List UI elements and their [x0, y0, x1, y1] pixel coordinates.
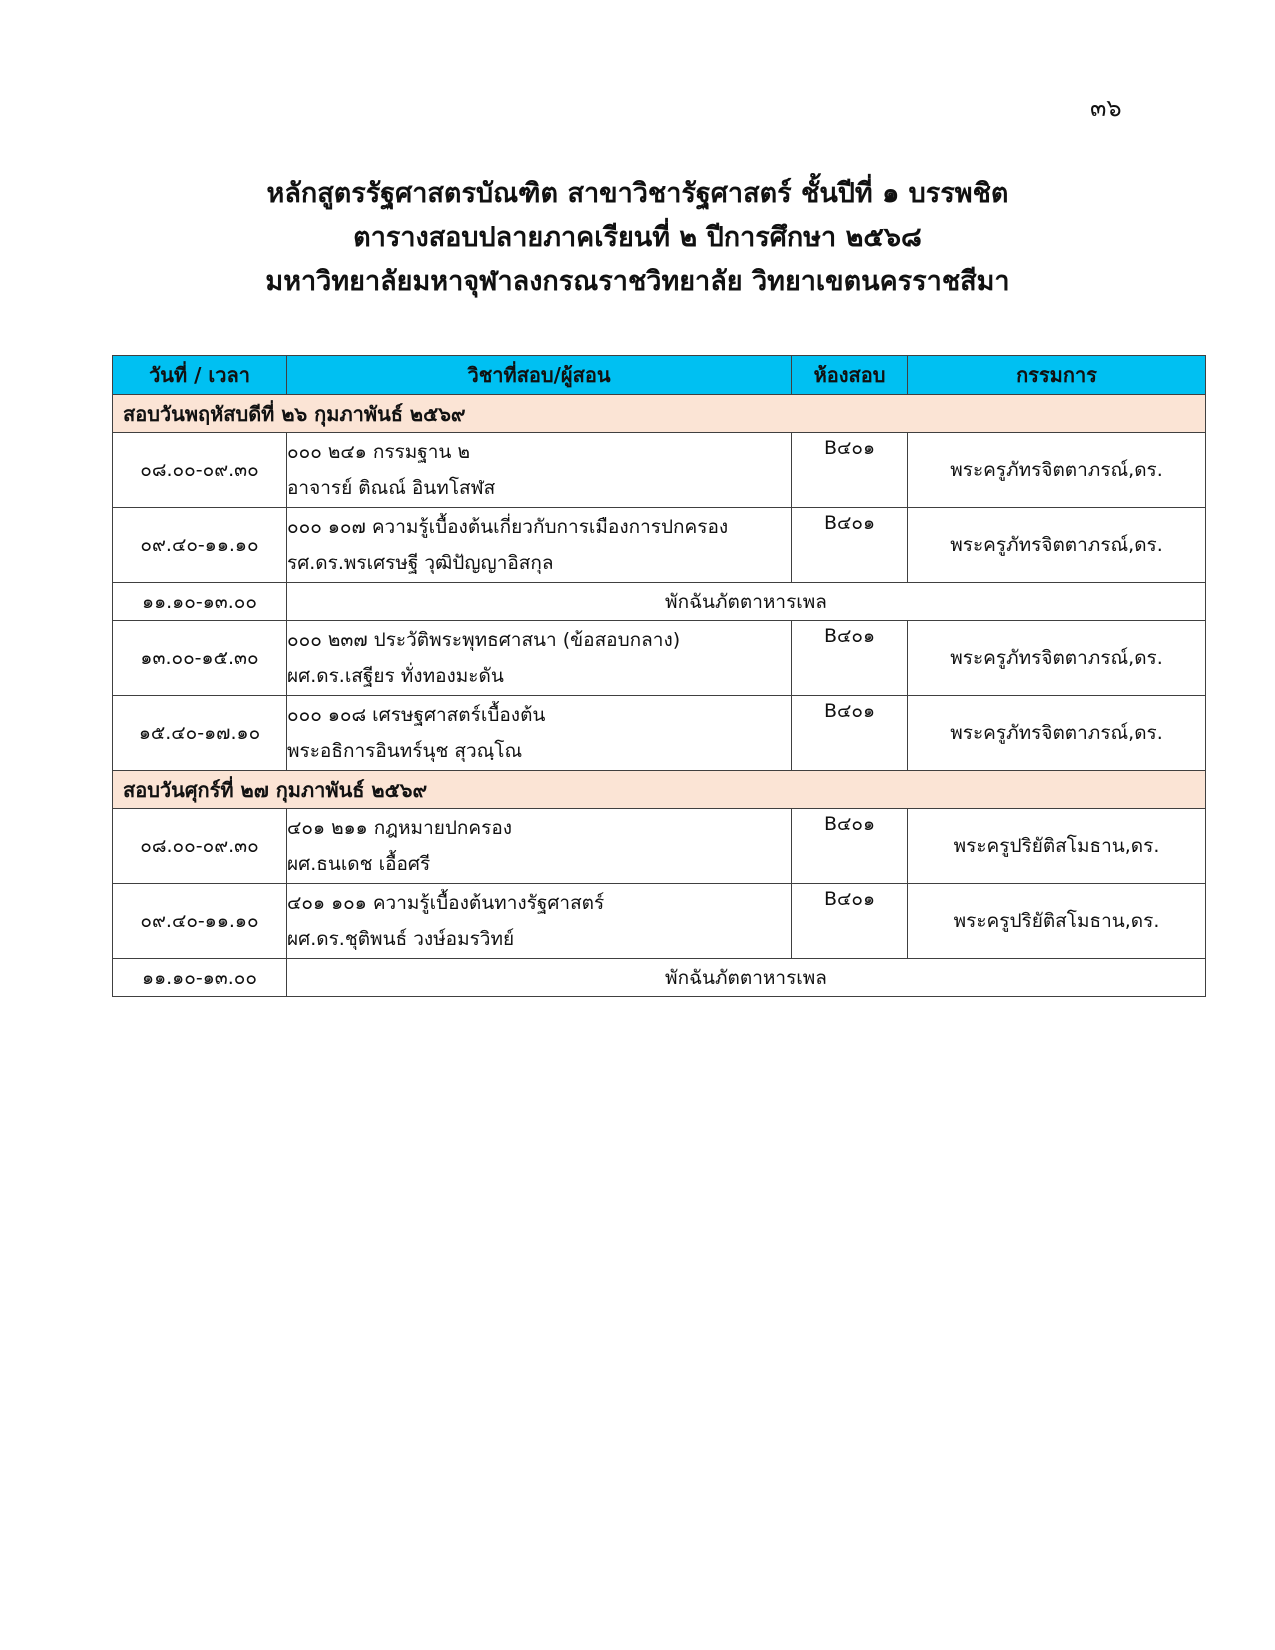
- exam-time: ๑๕.๔๐-๑๗.๑๐: [113, 696, 287, 771]
- break-row: [113, 583, 1206, 621]
- committee-name: พระครูภัทรจิตตาภรณ์,ดร.: [908, 621, 1206, 696]
- exam-time: ๐๘.๐๐-๐๙.๓๐: [113, 433, 287, 508]
- break-label: พักฉันภัตตาหารเพล: [287, 959, 1206, 997]
- header-date-time: วันที่ / เวลา: [113, 356, 287, 395]
- teacher-name: รศ.ดร.พรเศรษฐี วุฒิปัญญาอิสกุล: [287, 552, 554, 574]
- course-cell: [287, 621, 792, 696]
- committee-name: พระครูภัทรจิตตาภรณ์,ดร.: [908, 508, 1206, 583]
- document-title: [0, 172, 1275, 304]
- table-header-row: [113, 356, 1206, 395]
- page-number: ๓๖: [1090, 94, 1122, 122]
- exam-time: ๐๘.๐๐-๐๙.๓๐: [113, 809, 287, 884]
- course-cell: [287, 884, 792, 959]
- day-row: [113, 395, 1206, 433]
- table-row: [113, 621, 1206, 696]
- table-row: [113, 508, 1206, 583]
- title-line-university: มหาวิทยาลัยมหาจุฬาลงกรณราชวิทยาลัย วิทยาเขตนครราชสีมา: [265, 266, 1010, 297]
- course-cell: [287, 696, 792, 771]
- teacher-name: ผศ.ดร.เสฐียร ทั่งทองมะดัน: [287, 665, 504, 687]
- title-line-program: หลักสูตรรัฐศาสตรบัณฑิต สาขาวิชารัฐศาสตร์ ชั้นปีที่ ๑ บรรพชิต: [266, 178, 1009, 209]
- table-row: [113, 809, 1206, 884]
- header-exam-room: ห้องสอบ: [792, 356, 908, 395]
- break-row: [113, 959, 1206, 997]
- break-time: ๑๑.๑๐-๑๓.๐๐: [113, 959, 287, 997]
- committee-name: พระครูภัทรจิตตาภรณ์,ดร.: [908, 433, 1206, 508]
- table-row: [113, 433, 1206, 508]
- course-title: ๐๐๐ ๒๔๑ กรรมฐาน ๒: [287, 441, 470, 463]
- committee-name: พระครูปริยัติสโมธาน,ดร.: [908, 884, 1206, 959]
- exam-room: B๔๐๑: [792, 696, 908, 771]
- day-label: สอบวันพฤหัสบดีที่ ๒๖ กุมภาพันธ์ ๒๕๖๙: [113, 395, 1206, 433]
- table-row: [113, 696, 1206, 771]
- exam-time: ๑๓.๐๐-๑๕.๓๐: [113, 621, 287, 696]
- course-cell: [287, 433, 792, 508]
- teacher-name: อาจารย์ ติณณ์ อินทโสฬส: [287, 477, 496, 499]
- course-title: ๐๐๐ ๑๐๘ เศรษฐศาสตร์เบื้องต้น: [287, 704, 546, 726]
- header-committee: กรรมการ: [908, 356, 1206, 395]
- day-row: [113, 771, 1206, 809]
- header-course-teacher: วิชาที่สอบ/ผู้สอน: [287, 356, 792, 395]
- title-line-schedule: ตารางสอบปลายภาคเรียนที่ ๒ ปีการศึกษา ๒๕๖๘: [353, 222, 922, 253]
- exam-time: ๐๙.๔๐-๑๑.๑๐: [113, 884, 287, 959]
- teacher-name: ผศ.ดร.ชุติพนธ์ วงษ์อมรวิทย์: [287, 928, 515, 950]
- committee-name: พระครูปริยัติสโมธาน,ดร.: [908, 809, 1206, 884]
- exam-schedule-table: [112, 355, 1206, 997]
- course-title: ๔๐๑ ๒๑๑ กฎหมายปกครอง: [287, 817, 513, 839]
- course-cell: [287, 809, 792, 884]
- teacher-name: ผศ.ธนเดช เอื้อศรี: [287, 853, 431, 875]
- exam-time: ๐๙.๔๐-๑๑.๑๐: [113, 508, 287, 583]
- course-title: ๐๐๐ ๑๐๗ ความรู้เบื้องต้นเกี่ยวกับการเมืองการปกครอง: [287, 516, 729, 538]
- course-cell: [287, 508, 792, 583]
- committee-name: พระครูภัทรจิตตาภรณ์,ดร.: [908, 696, 1206, 771]
- table-row: [113, 884, 1206, 959]
- course-title: ๔๐๑ ๑๐๑ ความรู้เบื้องต้นทางรัฐศาสตร์: [287, 892, 605, 914]
- day-label: สอบวันศุกร์ที่ ๒๗ กุมภาพันธ์ ๒๕๖๙: [113, 771, 1206, 809]
- teacher-name: พระอธิการอินทร์นุช สุวณฺโณ: [287, 740, 523, 762]
- course-title: ๐๐๐ ๒๓๗ ประวัติพระพุทธศาสนา (ข้อสอบกลาง): [287, 629, 681, 651]
- exam-room: B๔๐๑: [792, 508, 908, 583]
- exam-room: B๔๐๑: [792, 621, 908, 696]
- break-label: พักฉันภัตตาหารเพล: [287, 583, 1206, 621]
- exam-room: B๔๐๑: [792, 809, 908, 884]
- exam-room: B๔๐๑: [792, 433, 908, 508]
- exam-room: B๔๐๑: [792, 884, 908, 959]
- break-time: ๑๑.๑๐-๑๓.๐๐: [113, 583, 287, 621]
